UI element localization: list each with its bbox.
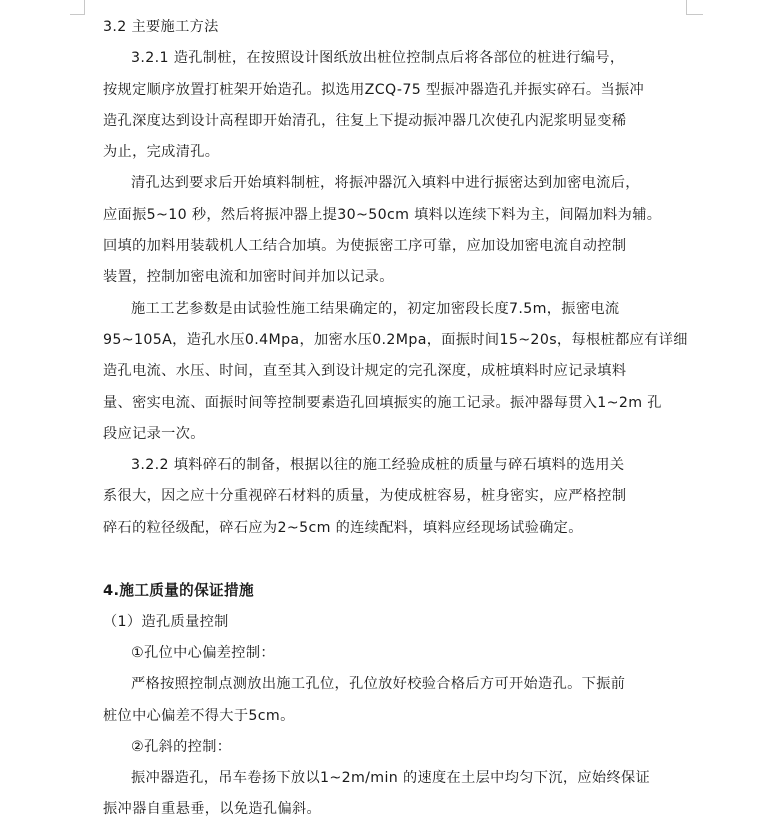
paragraph-line: 装置，控制加密电流和加密时间并加以记录。 (103, 269, 394, 286)
paragraph-line: 应面振5~10 秒，然后将振冲器上提30~50cm 填料以连续下料为主，间隔加料为辅。 (103, 206, 662, 223)
document-body[interactable] (103, 12, 688, 826)
paragraph-line: 严格按照控制点测放出施工孔位，孔位放好校验合格后方可开始造孔。下振前 (131, 676, 626, 693)
paragraph-line: 按规定顺序放置打桩架开始造孔。拟选用ZCQ-75 型振冲器造孔并振实碎石。当振冲 (103, 81, 645, 98)
paragraph-line: 桩位中心偏差不得大于5cm。 (103, 707, 295, 724)
blank-line (103, 544, 683, 575)
paragraph-line: 段应记录一次。 (103, 425, 205, 442)
paragraph-line: 振冲器自重悬垂，以免造孔偏斜。 (103, 801, 322, 818)
section-4-title: 4.施工质量的保证措施 (103, 582, 254, 600)
paragraph-line: 系很大，因之应十分重视碎石材料的质量，为使成桩容易，桩身密实，应严格控制 (103, 488, 627, 505)
crop-mark-top-left-vertical (84, 0, 85, 14)
paragraph-line: 回填的加料用装载机人工结合加填。为使振密工序可靠，应加设加密电流自动控制 (103, 238, 627, 255)
paragraph-line: 碎石的粒径级配，碎石应为2~5cm 的连续配料，填料应经现场试验确定。 (103, 519, 583, 536)
paragraph-line: 施工工艺参数是由试验性施工结果确定的，初定加密段长度7.5m，振密电流 (131, 300, 620, 317)
crop-mark-top-right-horizontal (686, 14, 703, 15)
paragraph-line: 95~105A，造孔水压0.4Mpa，加密水压0.2Mpa，面振时间15~20s，每根桩都应有详细 (103, 331, 688, 348)
paragraph-line: 造孔电流、水压、时间，直至其入到设计规定的完孔深度，成桩填料时应记录填料 (103, 363, 627, 380)
paragraph-line: 3.2.1 造孔制桩，在按照设计图纸放出桩位控制点后将各部位的桩进行编号， (131, 50, 625, 67)
paragraph-line: 3.2.2 填料碎石的制备，根据以往的施工经验成桩的质量与碎石填料的选用关 (131, 457, 625, 474)
crop-mark-top-right-vertical (686, 0, 687, 14)
crop-mark-top-left-horizontal (70, 14, 85, 15)
paragraph-line: 清孔达到要求后开始填料制桩，将振冲器沉入填料中进行振密达到加密电流后， (131, 175, 640, 192)
item-2-title: ②孔斜的控制： (131, 738, 232, 755)
subsection-1-title: （1）造孔质量控制 (103, 613, 229, 630)
section-3-2-title: 3.2 主要施工方法 (103, 19, 219, 35)
paragraph-line: 振冲器造孔，吊车卷扬下放以1~2m/min 的速度在土层中均匀下沉，应始终保证 (131, 770, 651, 787)
paragraph-line: 造孔深度达到设计高程即开始清孔，往复上下提动振冲器几次使孔内泥浆明显变稀 (103, 112, 627, 129)
paragraph-line: 量、密实电流、面振时间等控制要素造孔回填振实的施工记录。振冲器每贯入1~2m 孔 (103, 394, 662, 411)
paragraph-line: 为止，完成清孔。 (103, 144, 220, 161)
item-1-title: ①孔位中心偏差控制： (131, 644, 275, 661)
